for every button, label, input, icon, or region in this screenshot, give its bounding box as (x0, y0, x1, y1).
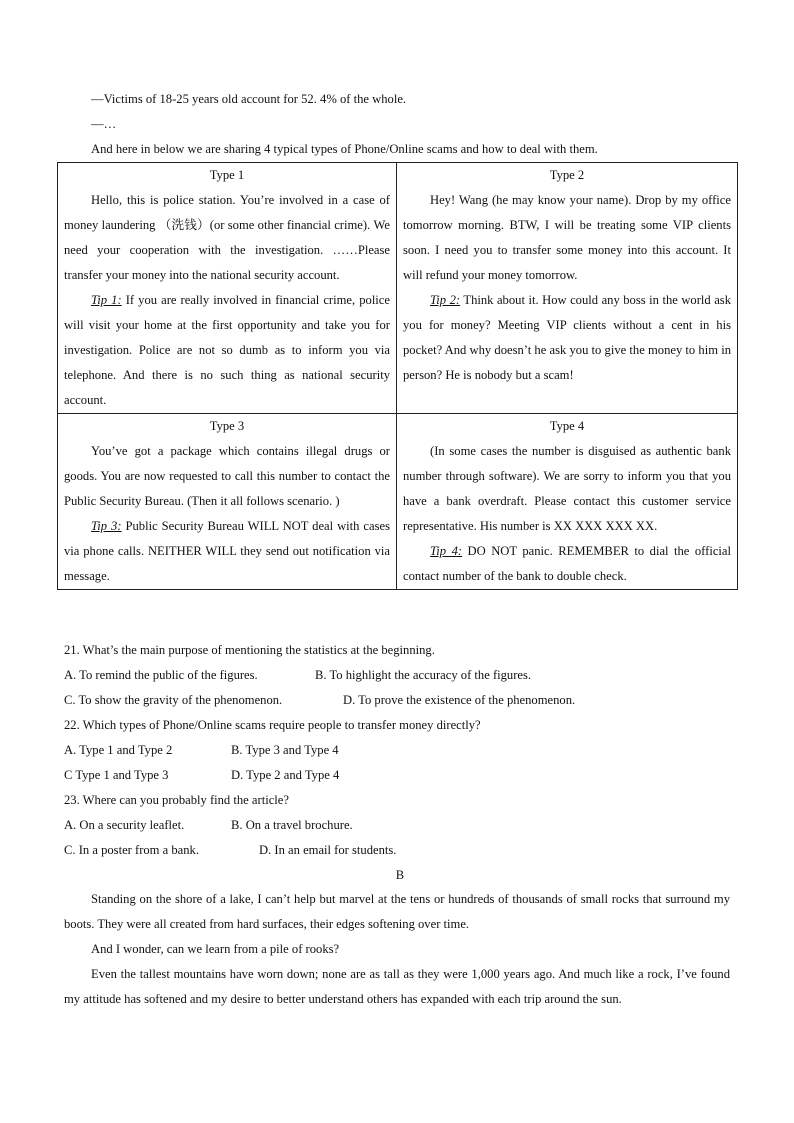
question-22-options-row-2 (64, 763, 736, 788)
tip-2-text: Think about it. How could any boss in the world ask you for money? Meeting VIP clients without a cent in his pocket? And why doesn’t he ask you to give the money to him in person? He is nobody but a scam! (403, 293, 731, 382)
question-21-option-d: D. To prove the existence of the phenomenon. (343, 693, 576, 707)
question-22-option-b: B. Type 3 and Type 4 (231, 743, 339, 757)
type-3-body: You’ve got a package which contains illegal drugs or goods. You are now requested to call this number to contact the Public Security Bureau. (Then it all follows scenario. ) (64, 444, 390, 508)
question-23-option-a: A. On a security leaflet. (64, 818, 185, 832)
question-22-stem: 22. Which types of Phone/Online scams require people to transfer money directly? (64, 718, 481, 732)
question-21-stem: 21. What’s the main purpose of mentioning the statistics at the beginning. (64, 643, 435, 657)
type-2-body: Hey! Wang (he may know your name). Drop by my office tomorrow morning. BTW, I will be treating some VIP clients soon. I need you to transfer some money into this account. It will refund your money tomorrow. (403, 193, 731, 282)
question-21-options-row-1 (64, 663, 736, 688)
tip-4-label: Tip 4: (430, 544, 463, 558)
type-1-tip (64, 288, 390, 413)
question-21-option-a: A. To remind the public of the figures. (64, 668, 258, 682)
question-22-option-a: A. Type 1 and Type 2 (64, 743, 173, 757)
tip-1-label: Tip 1: (91, 293, 122, 307)
question-21-option-c: C. To show the gravity of the phenomenon. (64, 693, 283, 707)
question-22-options-row-1 (64, 738, 736, 763)
section-letter: B (395, 868, 405, 882)
tip-3-label: Tip 3: (91, 519, 122, 533)
question-23-option-b: B. On a travel brochure. (231, 818, 353, 832)
tip-3-text: Public Security Bureau WILL NOT deal with cases via phone calls. NEITHER WILL they send out notification via message. (64, 519, 390, 583)
question-22-option-c: C Type 1 and Type 3 (64, 768, 169, 782)
tip-1-text: If you are really involved in financial crime, police will visit your home at the first opportunity and take you for investigation. Police are not so dumb as to inform you via telephone. And there is no such thing as national security account. (64, 293, 390, 407)
tip-4-text: DO NOT panic. REMEMBER to dial the official contact number of the bank to double check. (403, 544, 732, 583)
question-23-stem: 23. Where can you probably find the article? (64, 793, 289, 807)
type-1-cell (58, 163, 397, 414)
type-3-title: Type 3 (209, 419, 245, 433)
intro-line-statistic: —Victims of 18-25 years old account for 52. 4% of the whole. (91, 92, 407, 106)
intro-text (64, 87, 736, 162)
question-23-option-c: C. In a poster from a bank. (64, 843, 199, 857)
type-1-body: Hello, this is police station. You’re involved in a case of money laundering （洗钱）(or some other financial crime). We need your cooperation with the investigation. ……Please transfer your money into the national security account. (64, 193, 390, 282)
passage-b (64, 887, 730, 1012)
question-21-options-row-2 (64, 688, 736, 713)
type-1-title: Type 1 (209, 168, 245, 182)
passage-paragraph-2: And I wonder, can we learn from a pile of rooks? (91, 942, 340, 956)
passage-paragraph-3: Even the tallest mountains have worn down; none are as tall as they were 1,000 years ago. And much like a rock, I’ve found my attitude has softened and my desire to better understand others has expanded with each trip around the sun. (64, 967, 730, 1006)
questions-block (64, 638, 736, 888)
type-3-tip (64, 514, 390, 589)
question-23-option-d: D. In an email for students. (259, 843, 397, 857)
type-2-cell (397, 163, 738, 414)
question-21-option-b: B. To highlight the accuracy of the figures. (315, 668, 532, 682)
intro-line-ellipsis: —… (91, 117, 117, 131)
table-row (58, 414, 738, 590)
table-row (58, 163, 738, 414)
intro-line-sharing: And here in below we are sharing 4 typical types of Phone/Online scams and how to deal with them. (91, 142, 598, 156)
type-3-cell (58, 414, 397, 590)
question-23-options-row-2 (64, 838, 736, 863)
type-4-body: (In some cases the number is disguised as authentic bank number through software). We are sorry to inform you that you have a bank overdraft. Please contact this customer service representative. His number is XX XXX XXX XX. (403, 444, 731, 533)
type-4-title: Type 4 (549, 419, 585, 433)
type-2-tip (403, 288, 731, 388)
type-2-title: Type 2 (549, 168, 585, 182)
type-4-cell (397, 414, 738, 590)
type-4-tip (403, 539, 731, 589)
question-23-options-row-1 (64, 813, 736, 838)
question-22-option-d: D. Type 2 and Type 4 (231, 768, 340, 782)
scam-types-table (57, 162, 738, 590)
tip-2-label: Tip 2: (430, 293, 461, 307)
passage-paragraph-1: Standing on the shore of a lake, I can’t help but marvel at the tens or hundreds of thousands of small rocks that surround my boots. They were all created from hard surfaces, their edges softening over time. (64, 892, 730, 931)
